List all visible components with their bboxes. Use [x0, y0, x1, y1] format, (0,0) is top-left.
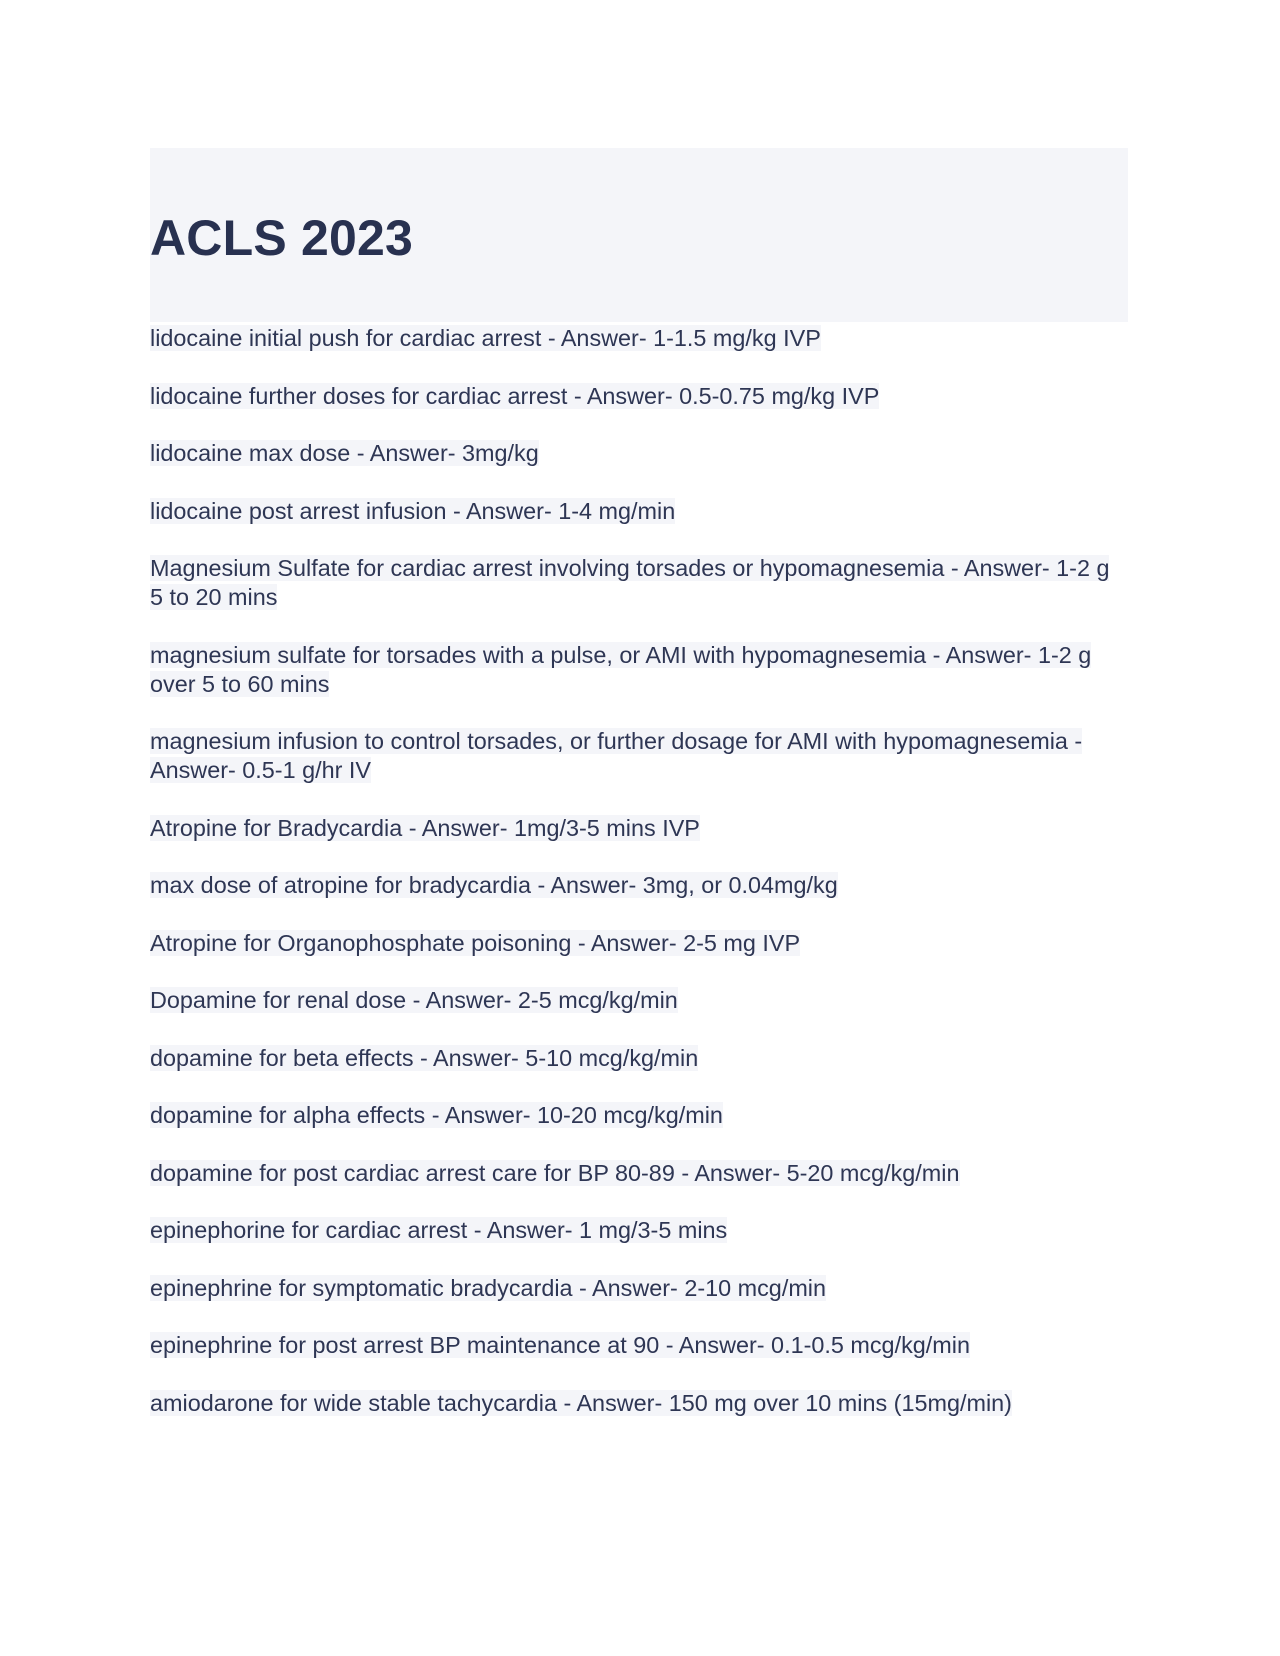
qa-entry-text: Atropine for Bradycardia - Answer- 1mg/3-5 mins IVP: [150, 814, 700, 841]
qa-entry-text: dopamine for alpha effects - Answer- 10-20 mcg/kg/min: [150, 1102, 723, 1128]
qa-entry: [150, 1159, 1128, 1188]
qa-entry: [150, 1389, 1128, 1418]
document-page: [150, 148, 1128, 1446]
qa-entry: [150, 929, 1128, 958]
qa-entry: [150, 641, 1128, 699]
qa-entry-text: lidocaine initial push for cardiac arrest - Answer- 1-1.5 mg/kg IVP: [150, 325, 821, 351]
qa-entry: [150, 554, 1128, 612]
qa-entry-text: epinephrine for symptomatic bradycardia - Answer- 2-10 mcg/min: [150, 1274, 827, 1301]
qa-entry: [150, 871, 1128, 900]
qa-entry: [150, 1274, 1128, 1303]
qa-entry: [150, 1216, 1128, 1245]
qa-entry-text: Atropine for Organophosphate poisoning - Answer- 2-5 mg IVP: [150, 929, 801, 956]
qa-entry: [150, 1101, 1128, 1130]
qa-entry-text: dopamine for beta effects - Answer- 5-10 mcg/kg/min: [150, 1044, 699, 1071]
qa-entry: [150, 497, 1128, 526]
qa-entry-text: max dose of atropine for bradycardia - Answer- 3mg, or 0.04mg/kg: [150, 872, 838, 898]
qa-entry: [150, 727, 1128, 785]
qa-entry-text: epinephrine for post arrest BP maintenance at 90 - Answer- 0.1-0.5 mcg/kg/min: [150, 1332, 970, 1358]
qa-entry-text: lidocaine further doses for cardiac arrest - Answer- 0.5-0.75 mg/kg IVP: [150, 382, 880, 409]
qa-entry: [150, 382, 1128, 411]
qa-entry-text: magnesium infusion to control torsades, or further dosage for AMI with hypomagnesemia - Answer- 0.5-1 g/hr IV: [150, 728, 1083, 783]
qa-entry: [150, 1331, 1128, 1360]
qa-entry-text: Magnesium Sulfate for cardiac arrest involving torsades or hypomagnesemia - Answer- 1-2 g 5 to 20 mins: [150, 555, 1110, 610]
qa-entry: [150, 324, 1128, 353]
qa-entry-text: magnesium sulfate for torsades with a pulse, or AMI with hypomagnesemia - Answer- 1-2 g over 5 to 60 mins: [150, 641, 1092, 697]
qa-list: [150, 324, 1128, 1418]
qa-entry: [150, 986, 1128, 1015]
qa-entry-text: Dopamine for renal dose - Answer- 2-5 mcg/kg/min: [150, 987, 678, 1013]
qa-entry-text: dopamine for post cardiac arrest care for BP 80-89 - Answer- 5-20 mcg/kg/min: [150, 1159, 960, 1186]
qa-entry-text: lidocaine post arrest infusion - Answer- 1-4 mg/min: [150, 497, 676, 524]
qa-entry: [150, 1044, 1128, 1073]
qa-entry: [150, 814, 1128, 843]
title-banner: [150, 148, 1128, 322]
qa-entry-text: lidocaine max dose - Answer- 3mg/kg: [150, 440, 539, 466]
qa-entry-text: epinephorine for cardiac arrest - Answer- 1 mg/3-5 mins: [150, 1217, 728, 1243]
qa-entry-text: amiodarone for wide stable tachycardia - Answer- 150 mg over 10 mins (15mg/min): [150, 1389, 1012, 1416]
qa-entry: [150, 439, 1128, 468]
document-title: ACLS 2023: [150, 210, 414, 266]
